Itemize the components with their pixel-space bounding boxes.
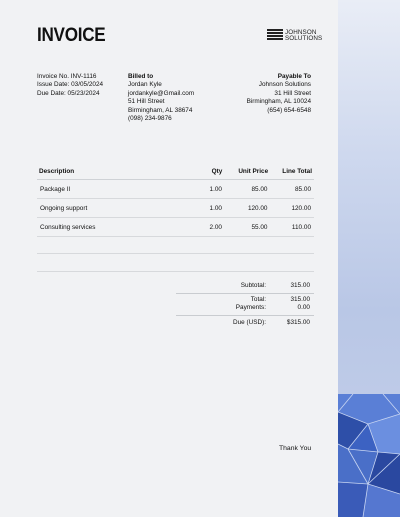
amount-due-label: Due (USD):	[232, 319, 266, 326]
issue-date: Issue Date: 03/05/2024	[37, 81, 104, 89]
payable-to-name: Johnson Solutions	[258, 81, 311, 89]
line-items-table	[37, 163, 314, 237]
payable-to	[210, 73, 311, 115]
table-row	[37, 199, 314, 218]
item-line-total: 110.00	[291, 223, 311, 231]
item-description: Package II	[40, 185, 71, 193]
header-description: Description	[39, 167, 75, 175]
billed-to-city: Birmingham, AL 38674	[128, 106, 193, 114]
header-line-total: Line Total	[282, 167, 312, 175]
invoice-title: INVOICE	[37, 25, 106, 46]
billed-to-heading: Billed to	[128, 73, 154, 80]
amount-due-block	[176, 319, 310, 327]
payable-to-phone: (654) 654-6548	[267, 106, 311, 114]
billed-to	[128, 73, 194, 123]
item-line-total: 85.00	[295, 185, 311, 193]
invoice-info	[37, 73, 103, 98]
divider	[176, 315, 314, 316]
payable-to-heading: Payable To	[277, 73, 311, 80]
thank-you-note: Thank You	[279, 445, 312, 452]
total-block	[176, 296, 310, 313]
item-line-total: 120.00	[291, 204, 311, 212]
payments-value: 0.00	[297, 304, 310, 312]
item-unit-price: 55.00	[251, 223, 268, 231]
billed-to-phone: (098) 234-9876	[128, 115, 172, 123]
divider	[37, 253, 314, 254]
item-qty: 1.00	[209, 185, 222, 193]
item-qty: 2.00	[209, 223, 222, 231]
header-qty: Qty	[211, 167, 223, 175]
divider	[176, 293, 314, 294]
table-row	[37, 218, 314, 237]
logo-text: JOHNSON SOLUTIONS	[285, 28, 323, 42]
item-description: Ongoing support	[40, 204, 88, 212]
subtotal-label: Subtotal:	[240, 282, 266, 289]
payments-label: Payments:	[235, 304, 266, 312]
item-unit-price: 120.00	[247, 204, 268, 212]
billed-to-email: jordankyle@Gmail.com	[128, 89, 195, 97]
total-value: 315.00	[290, 296, 310, 303]
total-label: Total:	[250, 296, 266, 303]
subtotal-value: 315.00	[290, 282, 310, 289]
subtotal-block	[176, 282, 310, 290]
header-unit-price: Unit Price	[238, 167, 269, 175]
building-photo	[338, 394, 400, 517]
company-logo	[267, 29, 322, 43]
item-unit-price: 85.00	[251, 185, 268, 193]
due-date: Due Date: 05/23/2024	[37, 89, 100, 97]
billed-to-street: 51 Hill Street	[128, 98, 165, 106]
table-row	[37, 180, 314, 199]
table-header	[37, 163, 314, 180]
payable-to-city: Birmingham, AL 10024	[246, 98, 311, 106]
logo-stripes-icon	[267, 29, 283, 43]
amount-due-value: $315.00	[286, 319, 310, 326]
invoice-number: Invoice No. INV-1116	[37, 73, 97, 80]
billed-to-name: Jordan Kyle	[128, 81, 162, 89]
payable-to-street: 31 Hill Street	[274, 89, 311, 97]
divider	[37, 271, 314, 272]
item-qty: 1.00	[209, 204, 222, 212]
item-description: Consulting services	[40, 223, 96, 231]
